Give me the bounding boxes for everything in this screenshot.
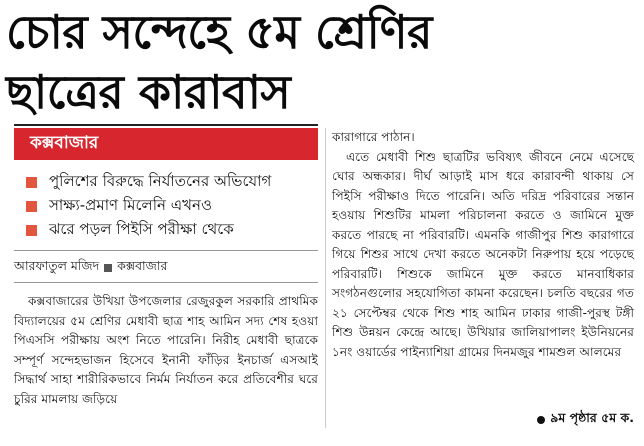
byline-top-rule	[14, 250, 318, 251]
byline	[14, 258, 167, 278]
bullet-dot-icon	[537, 416, 545, 424]
top-rule	[14, 124, 318, 126]
bullet-square-icon	[26, 177, 37, 188]
byline-bottom-rule	[14, 282, 318, 283]
body-paragraph: কক্সবাজারের উখিয়া উপজেলার রেজুরকুল সরকারি প্রাথমিক বিদ্যালয়ের ৫ম শ্রেণির মেধাবী ছাত্র শাহ আমিন সদ্য শেষ হওয়া পিএসসি পরীক্ষায় অংশ নিতে পারেনি। নিরীহ মেধাবী ছাত্রকে সম্পূর্ণ সন্দেহভাজন হিসেবে ইনানী ফাঁড়ির ইনচার্জ এসআই সিদ্ধার্থ সাহা শারীরিকভাবে নির্মম নির্যাতন করে প্রতিবেশীর ঘরে চুরির মামলায় জড়িয়ে	[14, 294, 318, 406]
highlight-text: ঝরে পড়ল পিইসি পরীক্ষা থেকে	[49, 219, 234, 238]
body-paragraph: এতে মেধাবী শিশু ছাত্রটির ভবিষ্যৎ জীবনে নেমে এসেছে ঘোর অন্ধকার। দীর্ঘ আড়াই মাস ধরে কারাবন্দী থাকায় সে পিইসি পরীক্ষাও দিতে পারেনি। অতি দরিদ্র পরিবারের সন্তান হওয়ায় শিশুটির মামলা পরিচালনা করতে ও জামিনে মুক্ত করতে পারছে না পরিবারটি। এমনকি গাজীপুর শিশু কারাগারে গিয়ে শিশুর সাথে দেখা করতে অনেকটা নিরুপায় হয়ে পড়েছে পরিবারটি। শিশুকে জামিনে মুক্ত করতে মানবাধিকার সংগঠনগুলোর সহযোগিতা কামনা করেছেন। চলতি বছরের গত ২১ সেপ্টেম্বর থেকে শিশু শাহ আমিন ঢাকার গাজী-পুরস্থ টঙ্গী শিশু উন্নয়ন কেন্দ্রে আছে। উখিয়ার জালিয়াপালং ইউনিয়নের ১নং ওয়ার্ডের পাইন্যাশিয়া গ্রামের দিনমজুর শামশুল আলমের	[332, 149, 634, 359]
highlights-list	[26, 170, 326, 242]
bullet-square-icon	[26, 201, 37, 212]
body-paragraph-lead: কারাগারে পাঠান।	[332, 130, 415, 144]
highlight-item	[26, 218, 326, 242]
headline-line-2: ছাত্রের কারাবাস	[6, 65, 291, 119]
jump-text: ৯ম পৃষ্ঠার ৫ম ক.	[550, 410, 634, 425]
highlight-item	[26, 170, 326, 194]
byline-author: আরফাতুল মজিদ	[14, 258, 100, 273]
continued-on-page[interactable]	[537, 410, 634, 430]
article-body-left	[14, 292, 318, 409]
section-kicker	[14, 128, 318, 160]
headline-line-1: চোর সন্দেহে ৫ম শ্রেণির	[6, 5, 432, 59]
byline-place: কক্সবাজার	[117, 258, 168, 273]
highlight-text: পুলিশের বিরুদ্ধে নির্যাতনের অভিযোগ	[49, 171, 272, 190]
kicker-label: কক্সবাজার	[30, 133, 99, 153]
headline	[6, 2, 636, 122]
highlight-item	[26, 194, 326, 218]
article-body-right	[332, 128, 634, 362]
separator-square-icon	[104, 264, 112, 272]
column-divider	[325, 128, 326, 428]
bullet-square-icon	[26, 225, 37, 236]
highlight-text: সাক্ষ্য-প্রমাণ মিলেনি এখনও	[49, 195, 212, 214]
